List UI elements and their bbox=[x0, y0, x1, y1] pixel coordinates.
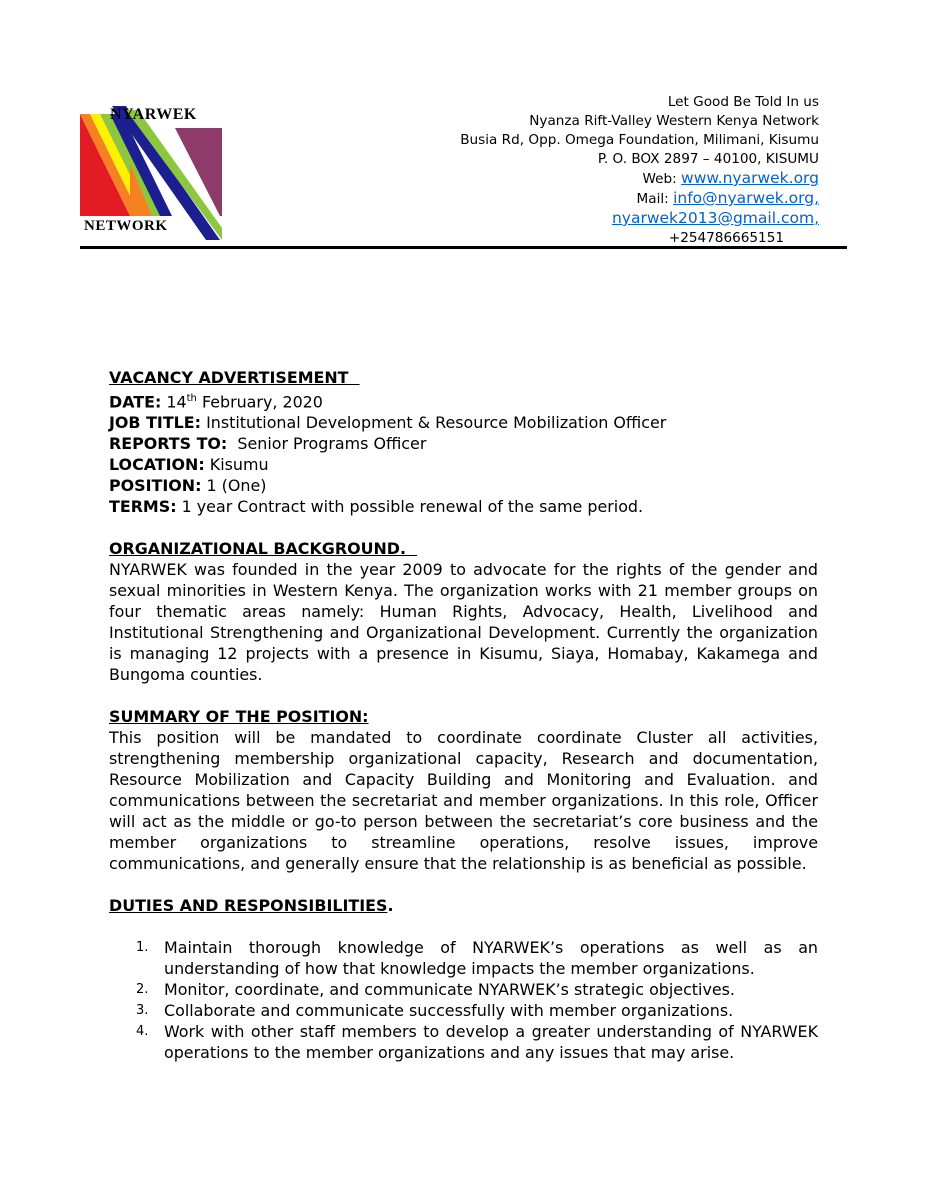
org-name: Nyanza Rift-Valley Western Kenya Network bbox=[529, 113, 819, 129]
mail-link-secondary[interactable]: nyarwek2013@gmail.com bbox=[611, 209, 815, 227]
logo-bottom-text: NETWORK bbox=[84, 218, 168, 234]
vacancy-heading-text: VACANCY ADVERTISEMENT bbox=[109, 368, 349, 387]
reports-to-line bbox=[109, 433, 818, 454]
duties-heading bbox=[109, 895, 818, 916]
date-label: DATE: bbox=[109, 392, 162, 412]
document-body bbox=[109, 367, 818, 1063]
list-item-text: Work with other staff members to develop a greater understanding of NYARWEK operations to the member organizations and any issues that may arise. bbox=[164, 1022, 818, 1063]
date-day: 14 bbox=[166, 392, 187, 412]
list-item-number: 4. bbox=[136, 1024, 149, 1040]
address: Busia Rd, Opp. Omega Foundation, Milimani, Kisumu bbox=[460, 132, 819, 148]
list-item-text: Monitor, coordinate, and communicate NYARWEK’s strategic objectives. bbox=[164, 980, 735, 1000]
job-title-label: JOB TITLE: bbox=[109, 413, 201, 433]
header-divider bbox=[80, 246, 847, 249]
list-item-number: 2. bbox=[136, 982, 149, 998]
location-label: LOCATION: bbox=[109, 455, 205, 475]
terms-value: 1 year Contract with possible renewal of the same period. bbox=[181, 497, 644, 517]
position-label: POSITION: bbox=[109, 476, 202, 496]
list-item bbox=[109, 937, 818, 979]
mail-separator: , bbox=[814, 189, 819, 207]
mail-row bbox=[460, 189, 819, 209]
position-line bbox=[109, 475, 818, 496]
list-item-number: 3. bbox=[136, 1003, 149, 1019]
tagline: Let Good Be Told In us bbox=[667, 94, 819, 110]
background-heading bbox=[109, 538, 818, 559]
terms-line bbox=[109, 496, 818, 517]
mail-link-primary[interactable]: info@nyarwek.org bbox=[673, 189, 815, 207]
reports-to-label: REPORTS TO: bbox=[109, 434, 228, 454]
contact-block bbox=[460, 93, 819, 248]
list-item-text: Maintain thorough knowledge of NYARWEK’s operations as well as an understanding of how that knowledge impacts the member organizations. bbox=[164, 938, 818, 979]
date-line bbox=[109, 388, 818, 412]
list-item bbox=[109, 1000, 818, 1021]
mail-label: Mail: bbox=[636, 191, 669, 207]
phone-number: +254786665151 bbox=[668, 230, 784, 246]
list-item bbox=[109, 979, 818, 1000]
location-line bbox=[109, 454, 818, 475]
logo-top-text: NYARWEK bbox=[110, 106, 197, 123]
job-title-line bbox=[109, 412, 818, 433]
location-value: Kisumu bbox=[209, 455, 269, 475]
date-suffix: th bbox=[186, 393, 197, 404]
web-link[interactable]: www.nyarwek.org bbox=[681, 169, 819, 187]
position-value: 1 (One) bbox=[206, 476, 267, 496]
duties-list bbox=[109, 937, 818, 1063]
summary-heading: SUMMARY OF THE POSITION: bbox=[109, 707, 369, 727]
list-item bbox=[109, 1021, 818, 1063]
mail-separator-2: , bbox=[814, 209, 819, 227]
summary-body: This position will be mandated to coordinate coordinate Cluster all activities, strengthening membership organizational capacity, Research and documentation, Resource Mobilization and Capacity Building and Monitoring and Evaluation. and communications between the secretariat and member organizations. In this role, Officer will act as the middle or go-to person between the secretariat’s core business and the member organizations to streamline operations, resolve issues, improve communications, and generally ensure that the relationship is as beneficial as possible. bbox=[109, 728, 818, 874]
web-row bbox=[460, 169, 819, 189]
reports-to-value: Senior Programs Officer bbox=[237, 434, 427, 454]
background-body: NYARWEK was founded in the year 2009 to advocate for the rights of the gender and sexual minorities in Western Kenya. The organization works with 21 member groups on four thematic areas namely: Human Rights, Advocacy, Health, Livelihood and Institutional Strengthening and Organizational Development. Currently the organization is managing 12 projects with a presence in Kisumu, Siaya, Homabay, Kakamega and Bungoma counties. bbox=[109, 560, 818, 685]
list-item-text: Collaborate and communicate successfully with member organizations. bbox=[164, 1001, 734, 1021]
list-item-number: 1. bbox=[136, 940, 149, 956]
duties-heading-suffix: . bbox=[387, 896, 394, 916]
background-heading-text: ORGANIZATIONAL BACKGROUND. bbox=[109, 539, 407, 559]
vacancy-heading bbox=[109, 367, 818, 388]
web-label: Web: bbox=[642, 171, 677, 187]
po-box: P. O. BOX 2897 – 40100, KISUMU bbox=[597, 151, 819, 167]
terms-label: TERMS: bbox=[109, 497, 177, 517]
mail-row-2 bbox=[460, 209, 819, 229]
date-rest: February, 2020 bbox=[201, 392, 323, 412]
duties-heading-text: DUTIES AND RESPONSIBILITIES bbox=[109, 896, 388, 916]
job-title-value: Institutional Development & Resource Mobilization Officer bbox=[206, 413, 667, 433]
nyarwek-logo bbox=[80, 100, 225, 242]
